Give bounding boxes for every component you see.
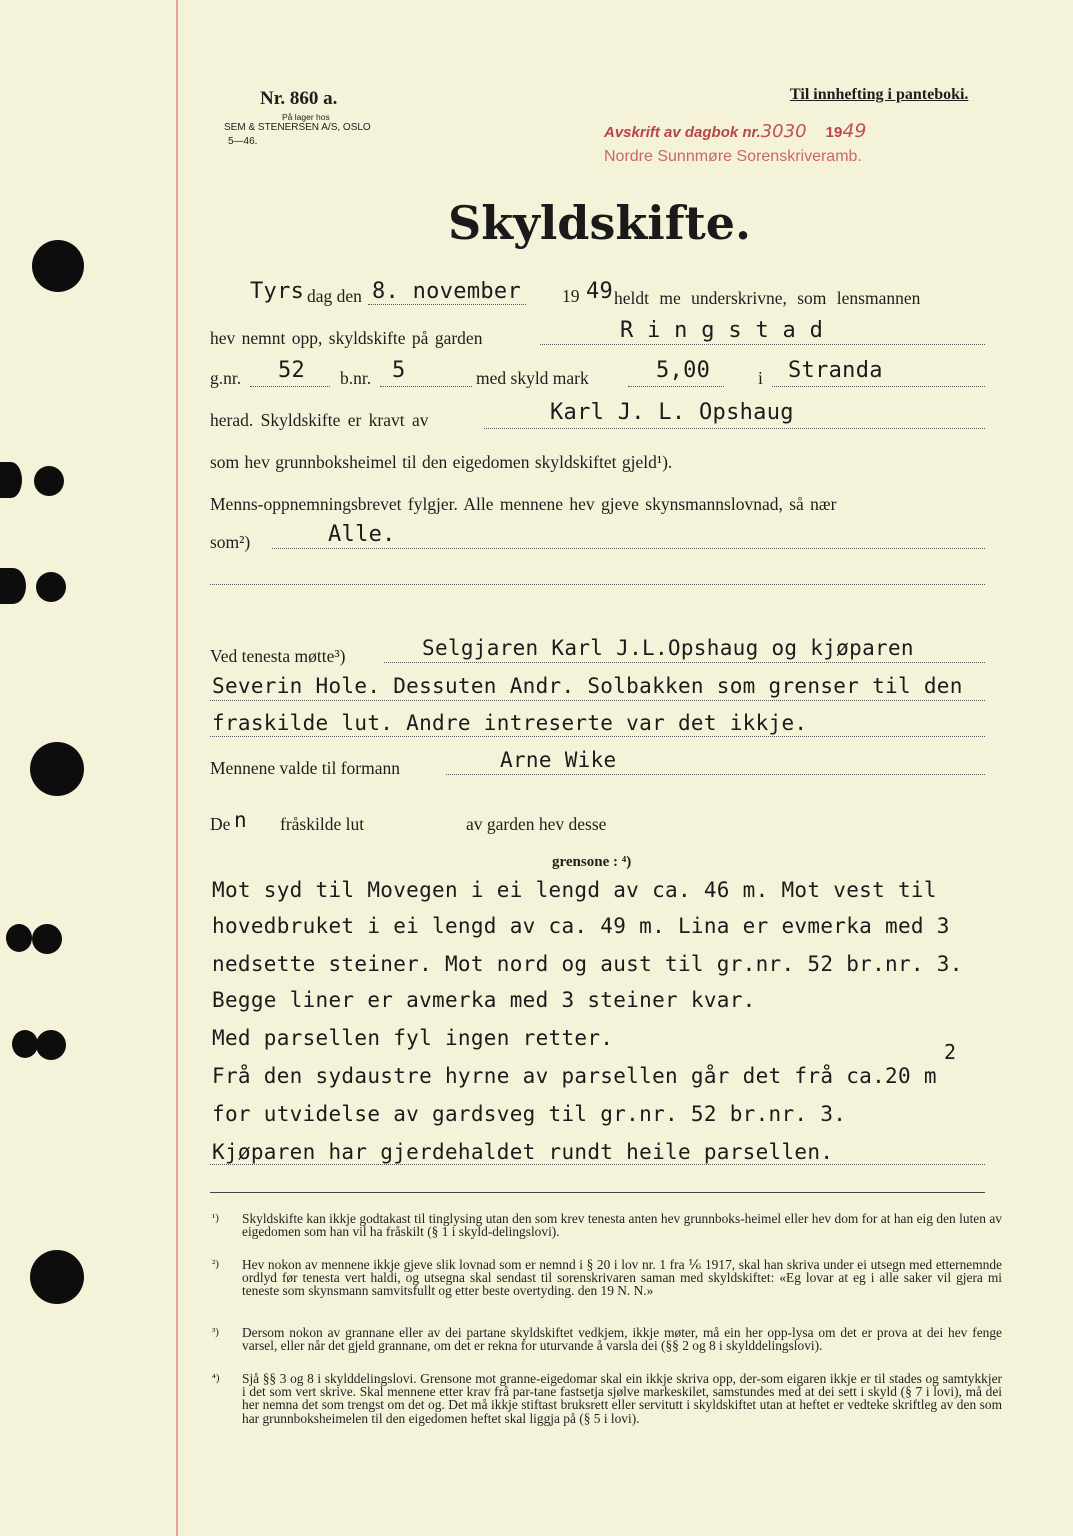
chairman-value: Arne Wike xyxy=(500,748,617,772)
binder-hole xyxy=(12,1030,38,1058)
binder-hole xyxy=(32,924,62,954)
footnote-text: Dersom nokon av grannane eller av dei partane skyldskiftet vedkjem, ikkje møter, må ein her opp-lysa om det er prova at dei hev fenge varsel, eller når det gjeld grannane, om det er rekna for uturvande å varsla dei (§§ 2 og 8 i skylddelingslovi). xyxy=(242,1325,1002,1354)
year-filled: 49 xyxy=(586,279,614,304)
heimel-line: som hev grunnboksheimel til den eigedomen skyldskiftet gjeld¹). xyxy=(210,452,673,472)
bnr-label: b.nr. xyxy=(340,368,372,388)
footnote xyxy=(212,1372,1002,1456)
footnote-separator xyxy=(210,1192,985,1193)
footnote xyxy=(212,1212,1002,1254)
footnote-number: ¹) xyxy=(212,1212,219,1224)
gnr-value: 52 xyxy=(278,358,306,383)
den-label: De xyxy=(210,814,231,834)
publisher-line2: SEM & STENERSEN A/S, OSLO xyxy=(224,122,371,133)
footnote xyxy=(212,1258,1002,1326)
boundary-dots xyxy=(210,1164,985,1165)
bnr-dots xyxy=(380,386,472,387)
bnr-value: 5 xyxy=(392,358,406,383)
top-right-note: Til innhefting i panteboki. xyxy=(790,86,969,103)
farm-name: R i n g s t a d xyxy=(620,318,824,343)
publisher-line3: 5—46. xyxy=(228,136,258,147)
farm-dots xyxy=(540,344,985,345)
page-title: Skyldskifte. xyxy=(448,196,752,250)
skyld-dots xyxy=(628,386,724,387)
binder-hole xyxy=(30,742,84,796)
den-filled: n xyxy=(234,808,247,832)
binder-hole xyxy=(36,1030,66,1060)
chairman-dots xyxy=(446,774,985,775)
boundary-line: Begge liner er avmerka med 3 steiner kvar. xyxy=(212,988,756,1012)
requester-dots xyxy=(484,428,985,429)
skyld-value: 5,00 xyxy=(656,358,711,383)
som-value: Alle. xyxy=(328,522,396,547)
attendance-line1: Selgjaren Karl J.L.Opshaug og kjøparen xyxy=(422,636,914,660)
date-filled: 8. november xyxy=(372,279,521,304)
boundary-line: Mot syd til Movegen i ei lengd av ca. 46 m. Mot vest til xyxy=(212,878,937,902)
footnote-text: Hev nokon av mennene ikkje gjeve slik lovnad som er nemnd i § 20 i lov nr. 1 fra ⅙ 1917, skal han skriva under ei utsegn med etternemnde ordlyd før tenesta vert haldi, og utsegna skal sendast til sorenskrivaren saman med skyldskiftet: «Eg lovar at eg i alle saker vil gjera mi teneste som skynsmann samvitsfullt og etter beste overtyding. den 19 N. N.» xyxy=(242,1257,1002,1299)
court-stamp: Nordre Sunnmøre Sorenskriveramb. xyxy=(604,148,862,165)
garden-label: av garden hev desse xyxy=(466,814,607,834)
boundary-line: for utvidelse av gardsveg til gr.nr. 52 br.nr. 3. xyxy=(212,1102,847,1126)
boundary-line: Med parsellen fyl ingen retter. xyxy=(212,1026,614,1050)
publisher-line1: På lager hos xyxy=(282,112,330,122)
binder-hole xyxy=(6,924,32,952)
day-filled: Tyrs xyxy=(250,279,305,304)
footnote-number: ³) xyxy=(212,1326,219,1338)
year-prefix: 19 xyxy=(562,286,580,306)
stamp-prefix: Avskrift av dagbok nr. xyxy=(604,124,761,141)
attendance-dots-3 xyxy=(210,736,985,737)
boundary-line: nedsette steiner. Mot nord og aust til gr.nr. 52 br.nr. 3. xyxy=(212,952,963,976)
day-label: dag den xyxy=(307,286,362,306)
attendance-line2: Severin Hole. Dessuten Andr. Solbakken som grenser til den xyxy=(212,674,963,698)
chairman-label: Mennene valde til formann xyxy=(210,758,401,778)
som-dots xyxy=(272,548,985,549)
fraskilde-label: fråskilde lut xyxy=(280,814,365,834)
attendance-dots xyxy=(384,662,985,663)
boundary-line: Kjøparen har gjerdehaldet rundt heile parsellen. xyxy=(212,1140,834,1164)
margin-rule xyxy=(176,0,178,1536)
binder-hole xyxy=(32,240,84,292)
boundary-line: hovedbruket i ei lengd av ca. 49 m. Lina er evmerka med 3 xyxy=(212,914,950,938)
attendance-dots-2 xyxy=(210,700,985,701)
stamp-number: 3030 xyxy=(760,121,807,142)
footnote-text: Sjå §§ 3 og 8 i skylddelingslovi. Grensone mot granne-eigedomar skal ein ikkje skriva opp, der-som eigaren ikkje er til stades og samtykkjer i det som vert skrive. Skal mennene etter krav frå par-tane fastsetja sjølve markeskilet, samstundes med at dei sett i skyld (§ 7 i lovi), må dei her nemna det som trengst om det og. Det må ikkje stiftast bruksrett eller servitutt i skyldskiftet utan at heftet er vedteke skriftleg av den som har grunnboksheimelen til den eigedomen heftet skal liggja på (§ 5 i lovi). xyxy=(242,1371,1002,1426)
som-label: som²) xyxy=(210,532,251,552)
binder-hole xyxy=(0,568,26,604)
footnote xyxy=(212,1326,1002,1370)
line1-rest: heldt me underskrivne, som lensmannen xyxy=(614,288,921,308)
grensone-label: grensone : ⁴) xyxy=(552,854,632,870)
date-dots xyxy=(368,304,526,305)
requester-label: herad. Skyldskifte er kravt av xyxy=(210,410,429,430)
diary-stamp xyxy=(604,120,867,142)
skyld-label: med skyld mark xyxy=(476,368,589,388)
footnote-number: ⁴) xyxy=(212,1372,220,1384)
binder-hole xyxy=(34,466,64,496)
gnr-label: g.nr. xyxy=(210,368,242,388)
form-number: Nr. 860 a. xyxy=(260,88,338,109)
herad-value: Stranda xyxy=(788,358,883,383)
attendance-line3: fraskilde lut. Andre intreserte var det ikkje. xyxy=(212,711,808,735)
binder-hole xyxy=(36,572,66,602)
boundary-line: Frå den sydaustre hyrne av parsellen går det frå ca.20 m xyxy=(212,1064,937,1088)
binder-hole xyxy=(0,462,22,498)
footnote-number: ²) xyxy=(212,1258,219,1270)
stamp-year-prefix: 19 xyxy=(825,124,843,141)
farm-label: hev nemnt opp, skyldskifte på garden xyxy=(210,328,483,348)
blank-dots xyxy=(210,584,985,585)
binder-hole xyxy=(30,1250,84,1304)
side-mark: 2 xyxy=(944,1040,957,1064)
footnote-text: Skyldskifte kan ikkje godtakast til tinglysing utan den som krev tenesta anten hev grunnboks-heimel eller hev dom for at han eig den luten av eigedomen som han vil ha fråskilt (§ 1 i skyld-delingslovi). xyxy=(242,1211,1002,1240)
gnr-dots xyxy=(250,386,330,387)
requester-value: Karl J. L. Opshaug xyxy=(550,400,794,425)
herad-dots xyxy=(772,386,985,387)
stamp-year: 49 xyxy=(842,120,867,142)
i-label: i xyxy=(758,368,763,388)
attendance-label: Ved tenesta møtte³) xyxy=(210,646,346,666)
oppnemning-line: Menns-oppnemningsbrevet fylgjer. Alle mennene hev gjeve skynsmannslovnad, så nær xyxy=(210,494,837,514)
